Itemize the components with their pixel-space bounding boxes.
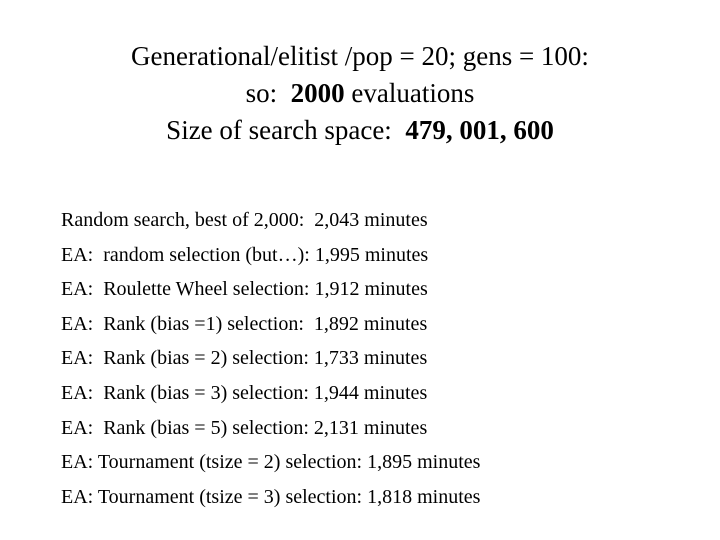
- result-item: EA: Roulette Wheel selection: 1,912 minutes: [61, 278, 428, 301]
- title-line-3: [0, 112, 720, 149]
- evaluations-count: 2000: [290, 78, 345, 108]
- result-item: EA: Rank (bias = 3) selection: 1,944 minutes: [61, 381, 428, 404]
- title-line-2-suffix: evaluations: [344, 78, 475, 108]
- result-item: EA: Rank (bias = 5) selection: 2,131 minutes: [61, 416, 428, 439]
- search-space-size: 479, 001, 600: [405, 115, 554, 145]
- slide-title: [0, 38, 720, 149]
- result-item: EA: Tournament (tsize = 2) selection: 1,895 minutes: [61, 451, 481, 474]
- title-line-2: [0, 75, 720, 112]
- title-line-3-prefix: Size of search space:: [166, 115, 406, 145]
- results-list: [61, 203, 711, 514]
- result-item: Random search, best of 2,000: 2,043 minutes: [61, 209, 428, 231]
- result-item: EA: random selection (but…): 1,995 minutes: [61, 243, 429, 266]
- title-line-1: Generational/elitist /pop = 20; gens = 100:: [131, 41, 589, 71]
- result-item: EA: Rank (bias = 2) selection: 1,733 minutes: [61, 347, 428, 370]
- result-item: EA: Rank (bias =1) selection: 1,892 minutes: [61, 312, 428, 335]
- result-item: EA: Tournament (tsize = 3) selection: 1,818 minutes: [61, 485, 481, 508]
- title-line-2-prefix: so:: [245, 78, 291, 108]
